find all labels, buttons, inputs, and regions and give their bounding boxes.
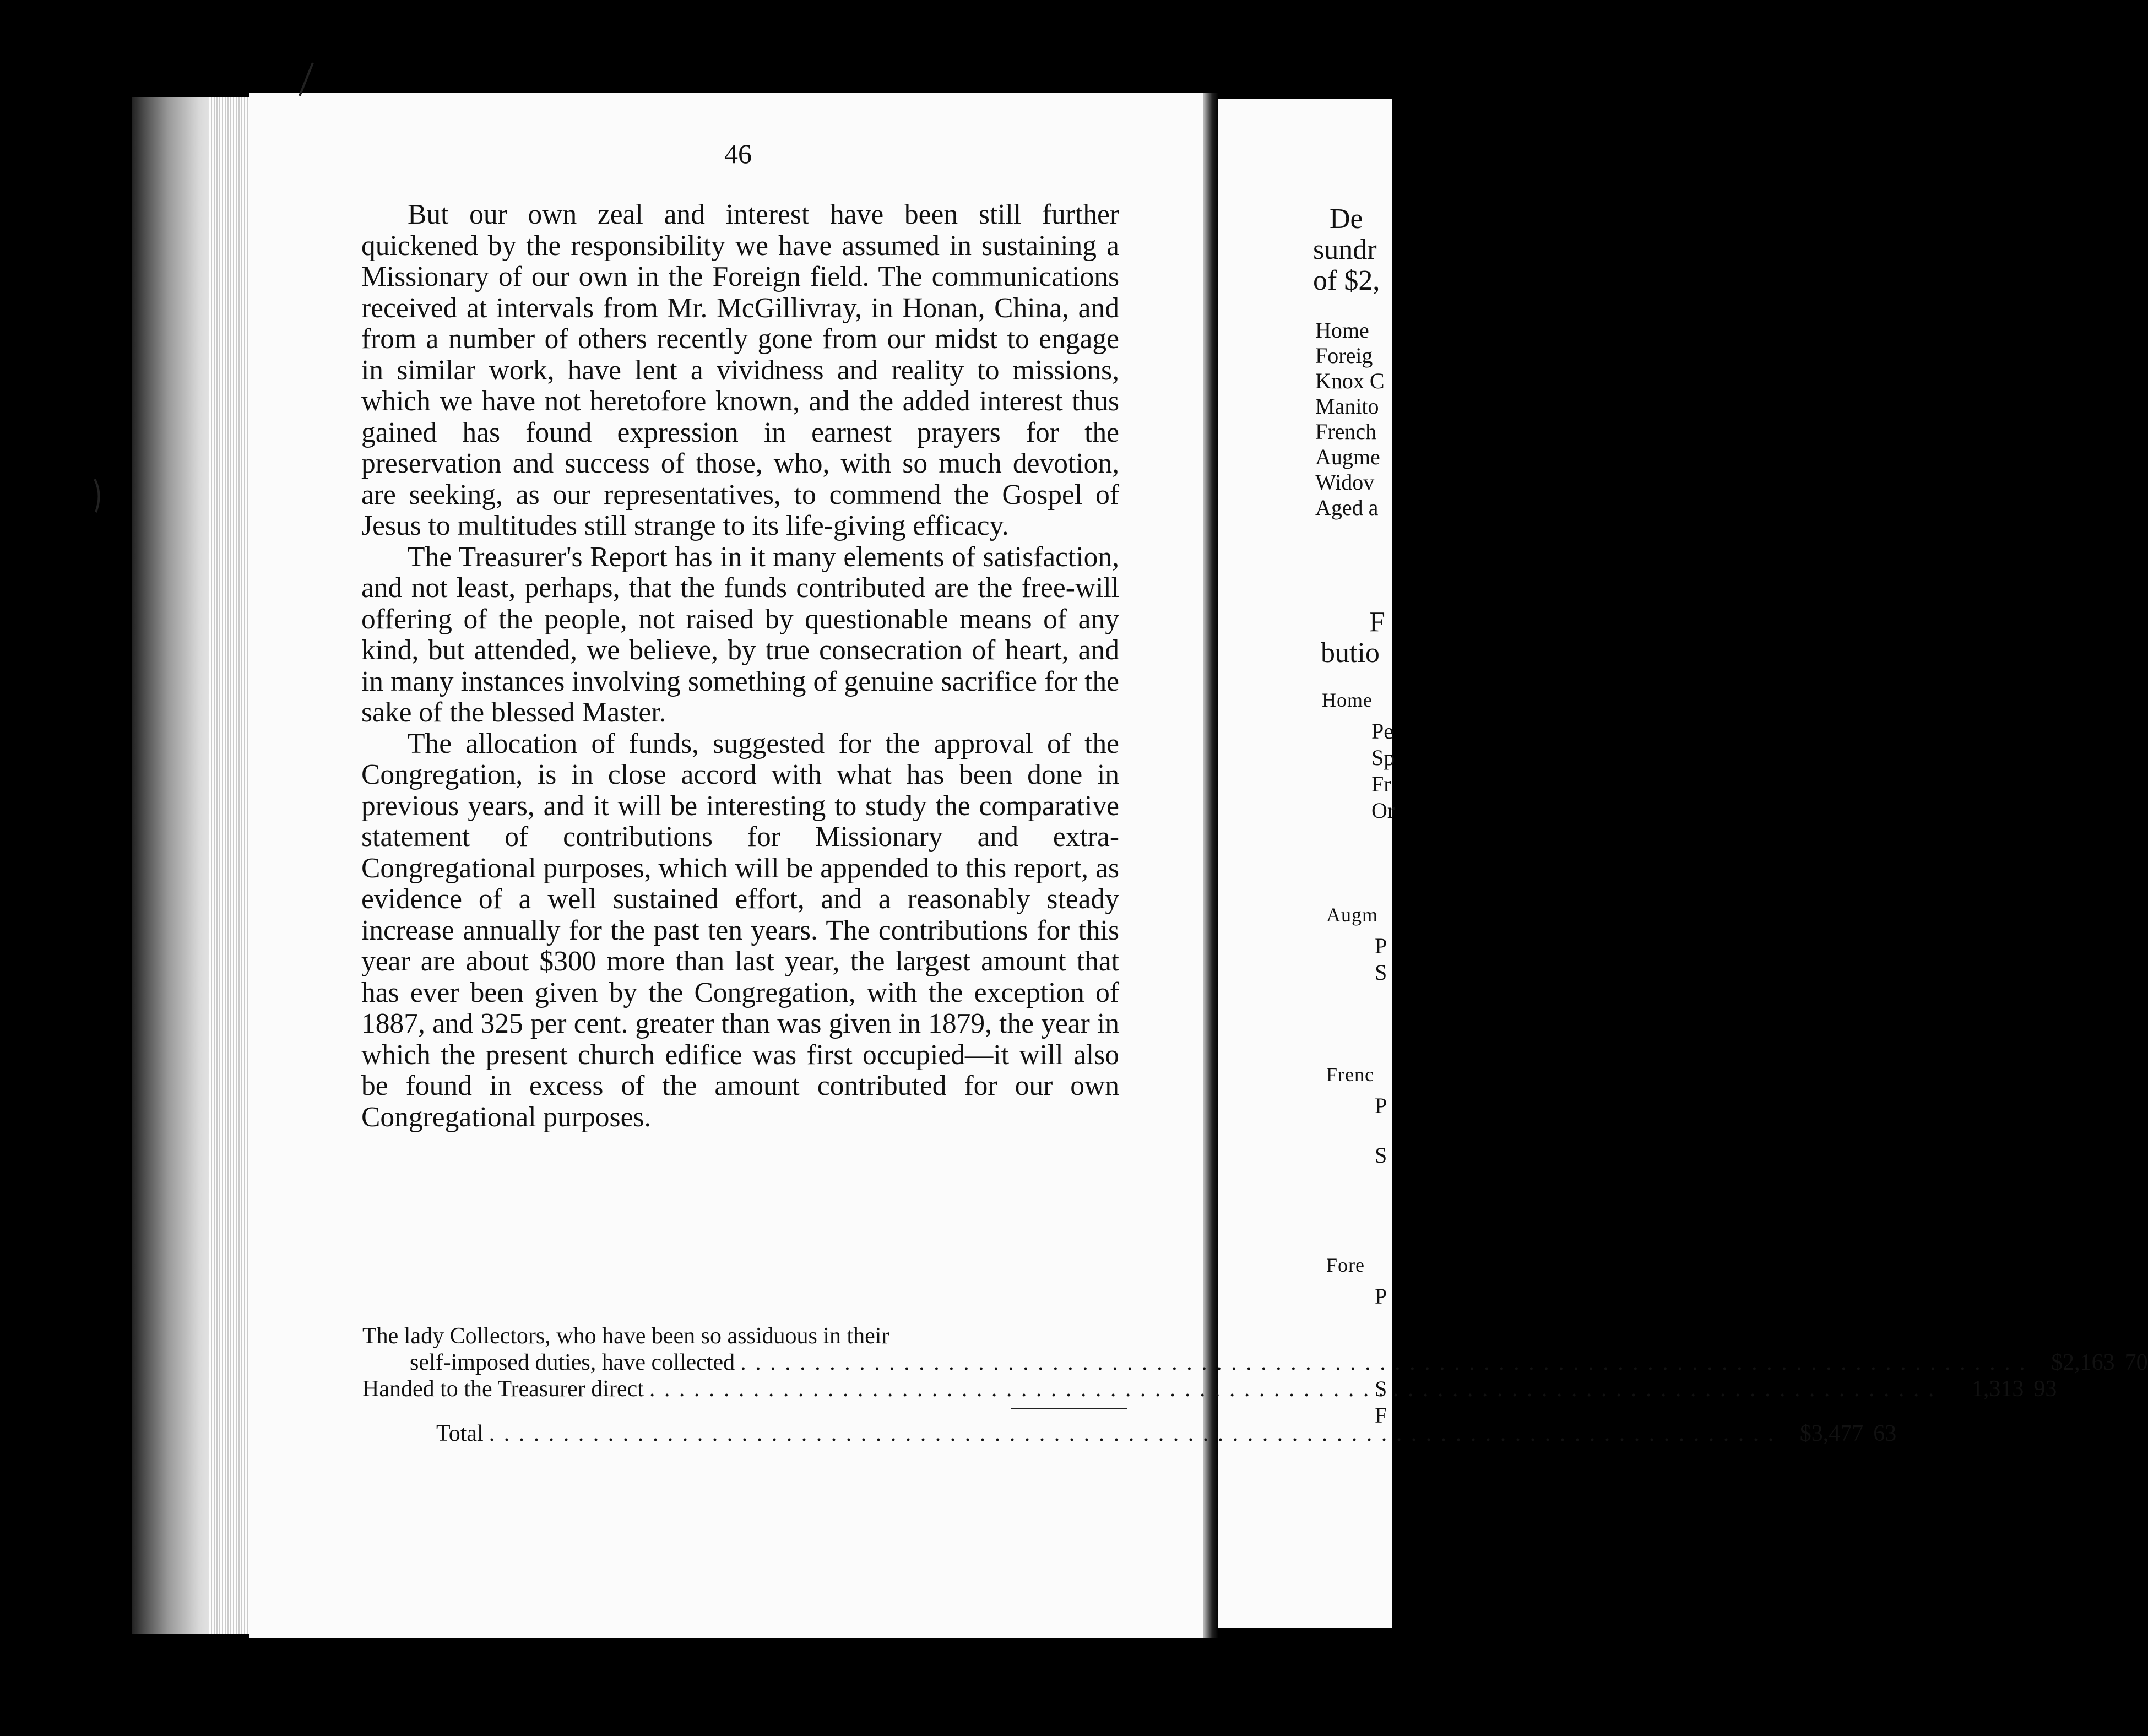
body-text: [361, 199, 1119, 1133]
leader-dots: [489, 1420, 1776, 1447]
collections-ledger: [362, 1323, 2148, 1447]
right-list-item: Manito: [1315, 394, 1379, 419]
right-list-item: French: [1315, 419, 1377, 444]
right-text-line: De: [1330, 203, 1363, 235]
right-text-line: of $2,: [1313, 265, 1380, 296]
ledger-row: [362, 1323, 1127, 1349]
ledger-description: Handed to the Treasurer direct: [362, 1376, 644, 1402]
right-text-line: butio: [1321, 637, 1380, 669]
ledger-amount: $2,163: [2051, 1350, 2115, 1375]
right-text-line: F: [1369, 606, 1385, 638]
book-gutter: [1203, 93, 1218, 1638]
right-section-heading: Home: [1322, 689, 1373, 711]
right-list-item: F: [1375, 1403, 1387, 1428]
ledger-row: [362, 1376, 2057, 1402]
right-list-item: P: [1375, 1093, 1387, 1118]
total-label: Total: [436, 1421, 484, 1446]
margin-mark-top: [295, 61, 317, 99]
right-list-item: Widov: [1315, 470, 1375, 495]
margin-mark-left: [90, 477, 107, 516]
total-cents: 63: [1873, 1421, 1897, 1446]
total-amount: $3,477: [1799, 1421, 1864, 1446]
right-section-heading: Augm: [1326, 904, 1378, 926]
page-number: 46: [724, 138, 752, 169]
ledger-amount: 1,313: [1971, 1376, 2024, 1402]
sum-rule: [1011, 1408, 1127, 1409]
right-list-item: S: [1375, 1376, 1387, 1401]
ledger-total-row: [362, 1420, 1897, 1447]
ledger-description: self-imposed duties, have collected: [410, 1350, 735, 1375]
right-list-item: P: [1375, 1284, 1387, 1309]
right-section-heading: Fore: [1326, 1254, 1365, 1276]
paragraph: The Treasurer's Report has in it many elements of satisfaction, and not least, perhaps, that the funds contributed are the free-will offering of the people, not raised by questionable means of any kind, but attended, we believe, by true consecration of heart, and in many instances involving something of genuine sacrifice for the sake of the blessed Master.: [361, 541, 1119, 728]
right-page-text: [1218, 99, 1395, 1628]
ledger-cents: 70: [2124, 1350, 2148, 1375]
right-list-item: Sp: [1371, 745, 1395, 770]
paragraph: The allocation of funds, suggested for the approval of the Congregation, is in close accord with what has been done in previous years, and it will be interesting to study the comparative statement of contributions for Missionary and extra-Congregational purposes, which will be appended to this report, as evidence of a well sustained effort, and a reasonably steady increase annually for the past ten years. The contributions for this year are about $300 more than last year, the largest amount that has ever been given by the Congregation, with the exception of 1887, and 325 per cent. greater than was given in 1879, the year in which the present church edifice was first occupied—it will also be found in excess of the amount contributed for our own Congregational purposes.: [361, 728, 1119, 1133]
page-edge-lines: [209, 97, 253, 1634]
right-list-item: Fr: [1371, 772, 1391, 796]
right-list-item: Foreig: [1315, 343, 1373, 368]
right-list-item: Knox C: [1315, 368, 1385, 393]
right-list-item: Aged a: [1315, 495, 1379, 520]
right-section-heading: Frenc: [1326, 1064, 1374, 1086]
right-list-item: Pe: [1371, 719, 1393, 744]
right-list-item: Augme: [1315, 444, 1380, 469]
ledger-cents: 93: [2033, 1376, 2057, 1402]
right-list-item: P: [1375, 934, 1387, 958]
right-list-item: Or: [1371, 798, 1395, 823]
right-list-item: S: [1375, 960, 1387, 985]
right-list-item: Home: [1315, 318, 1369, 343]
ledger-row: [362, 1349, 2148, 1376]
ledger-description: The lady Collectors, who have been so assiduous in their: [362, 1323, 889, 1349]
paragraph: But our own zeal and interest have been still further quickened by the responsibility we have assumed in sustaining a Missionary of our own in the Foreign field. The communications received at intervals from Mr. McGillivray, in Honan, China, and from a number of others recently gone from our midst to engage in similar work, have lent a vividness and reality to missions, which we have not heretofore known, and the added interest thus gained has found expression in earnest prayers for the preservation and success of those, who, with so much devotion, are seeking, as our representatives, to commend the Gospel of Jesus to multitudes still strange to its life-giving efficacy.: [361, 199, 1119, 541]
right-list-item: S: [1375, 1143, 1387, 1168]
right-text-line: sundr: [1313, 234, 1377, 265]
